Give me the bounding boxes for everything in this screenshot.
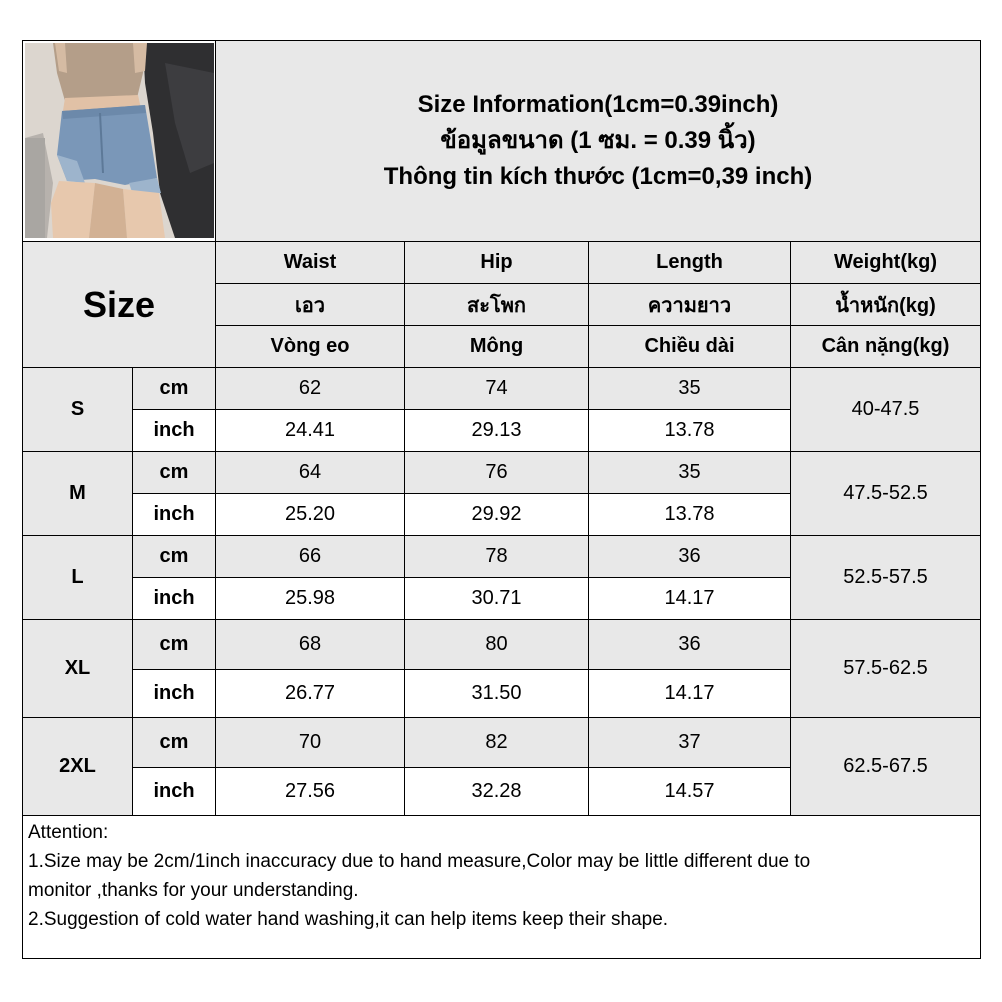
header-length-en: Length <box>589 242 791 284</box>
hip-inch-value: 30.71 <box>405 578 589 620</box>
waist-inch-value: 27.56 <box>216 768 405 816</box>
waist-inch-value: 24.41 <box>216 410 405 452</box>
product-photo <box>25 43 214 238</box>
length-cm-value: 36 <box>589 620 791 670</box>
size-chart-sheet <box>22 40 981 959</box>
hip-inch-value: 32.28 <box>405 768 589 816</box>
hip-inch-value: 31.50 <box>405 670 589 718</box>
title-thai: ข้อมูลขนาด (1 ซม. = 0.39 นิ้ว) <box>440 127 756 154</box>
header-weight-en: Weight(kg) <box>791 242 981 284</box>
size-label: M <box>23 452 133 536</box>
length-inch-value: 14.17 <box>589 670 791 718</box>
weight-value: 52.5-57.5 <box>791 536 981 620</box>
unit-inch-label: inch <box>133 768 216 816</box>
size-label: S <box>23 368 133 452</box>
attention-heading: Attention: <box>28 822 109 843</box>
header-waist-vi: Vòng eo <box>216 326 405 368</box>
size-header: Size <box>23 242 216 368</box>
hip-cm-value: 74 <box>405 368 589 410</box>
header-weight-th: น้ำหนัก(kg) <box>791 284 981 326</box>
hip-inch-value: 29.92 <box>405 494 589 536</box>
unit-cm-label: cm <box>133 620 216 670</box>
waist-cm-value: 66 <box>216 536 405 578</box>
unit-inch-label: inch <box>133 578 216 620</box>
header-waist-th: เอว <box>216 284 405 326</box>
header-waist-en: Waist <box>216 242 405 284</box>
waist-inch-value: 25.20 <box>216 494 405 536</box>
header-hip-en: Hip <box>405 242 589 284</box>
unit-cm-label: cm <box>133 718 216 768</box>
weight-value: 57.5-62.5 <box>791 620 981 718</box>
attention-notes <box>23 816 981 959</box>
hip-cm-value: 80 <box>405 620 589 670</box>
length-cm-value: 36 <box>589 536 791 578</box>
unit-inch-label: inch <box>133 670 216 718</box>
header-length-vi: Chiều dài <box>589 326 791 368</box>
attention-note-1: 1.Size may be 2cm/1inch inaccuracy due to hand measure,Color may be little different due to <box>28 851 811 872</box>
hip-inch-value: 29.13 <box>405 410 589 452</box>
title-vietnamese: Thông tin kích thước (1cm=0,39 inch) <box>383 163 813 190</box>
unit-cm-label: cm <box>133 536 216 578</box>
length-cm-value: 35 <box>589 368 791 410</box>
hip-cm-value: 76 <box>405 452 589 494</box>
waist-inch-value: 25.98 <box>216 578 405 620</box>
waist-cm-value: 62 <box>216 368 405 410</box>
waist-inch-value: 26.77 <box>216 670 405 718</box>
weight-value: 62.5-67.5 <box>791 718 981 816</box>
length-inch-value: 14.17 <box>589 578 791 620</box>
header-hip-vi: Mông <box>405 326 589 368</box>
length-cm-value: 37 <box>589 718 791 768</box>
size-chart-table <box>22 40 981 959</box>
waist-cm-value: 64 <box>216 452 405 494</box>
header-length-th: ความยาว <box>589 284 791 326</box>
unit-inch-label: inch <box>133 494 216 536</box>
header-hip-th: สะโพก <box>405 284 589 326</box>
unit-cm-label: cm <box>133 368 216 410</box>
size-label: XL <box>23 620 133 718</box>
weight-value: 40-47.5 <box>791 368 981 452</box>
size-label: L <box>23 536 133 620</box>
product-photo-cell <box>23 41 216 242</box>
length-inch-value: 13.78 <box>589 410 791 452</box>
hip-cm-value: 82 <box>405 718 589 768</box>
title-english: Size Information(1cm=0.39inch) <box>417 91 779 118</box>
attention-note-1-continued: monitor ,thanks for your understanding. <box>28 880 359 901</box>
title-cell <box>216 41 981 242</box>
unit-inch-label: inch <box>133 410 216 452</box>
weight-value: 47.5-52.5 <box>791 452 981 536</box>
size-label: 2XL <box>23 718 133 816</box>
unit-cm-label: cm <box>133 452 216 494</box>
waist-cm-value: 70 <box>216 718 405 768</box>
attention-note-2: 2.Suggestion of cold water hand washing,it can help items keep their shape. <box>28 909 669 930</box>
length-cm-value: 35 <box>589 452 791 494</box>
hip-cm-value: 78 <box>405 536 589 578</box>
length-inch-value: 13.78 <box>589 494 791 536</box>
length-inch-value: 14.57 <box>589 768 791 816</box>
waist-cm-value: 68 <box>216 620 405 670</box>
header-weight-vi: Cân nặng(kg) <box>791 326 981 368</box>
